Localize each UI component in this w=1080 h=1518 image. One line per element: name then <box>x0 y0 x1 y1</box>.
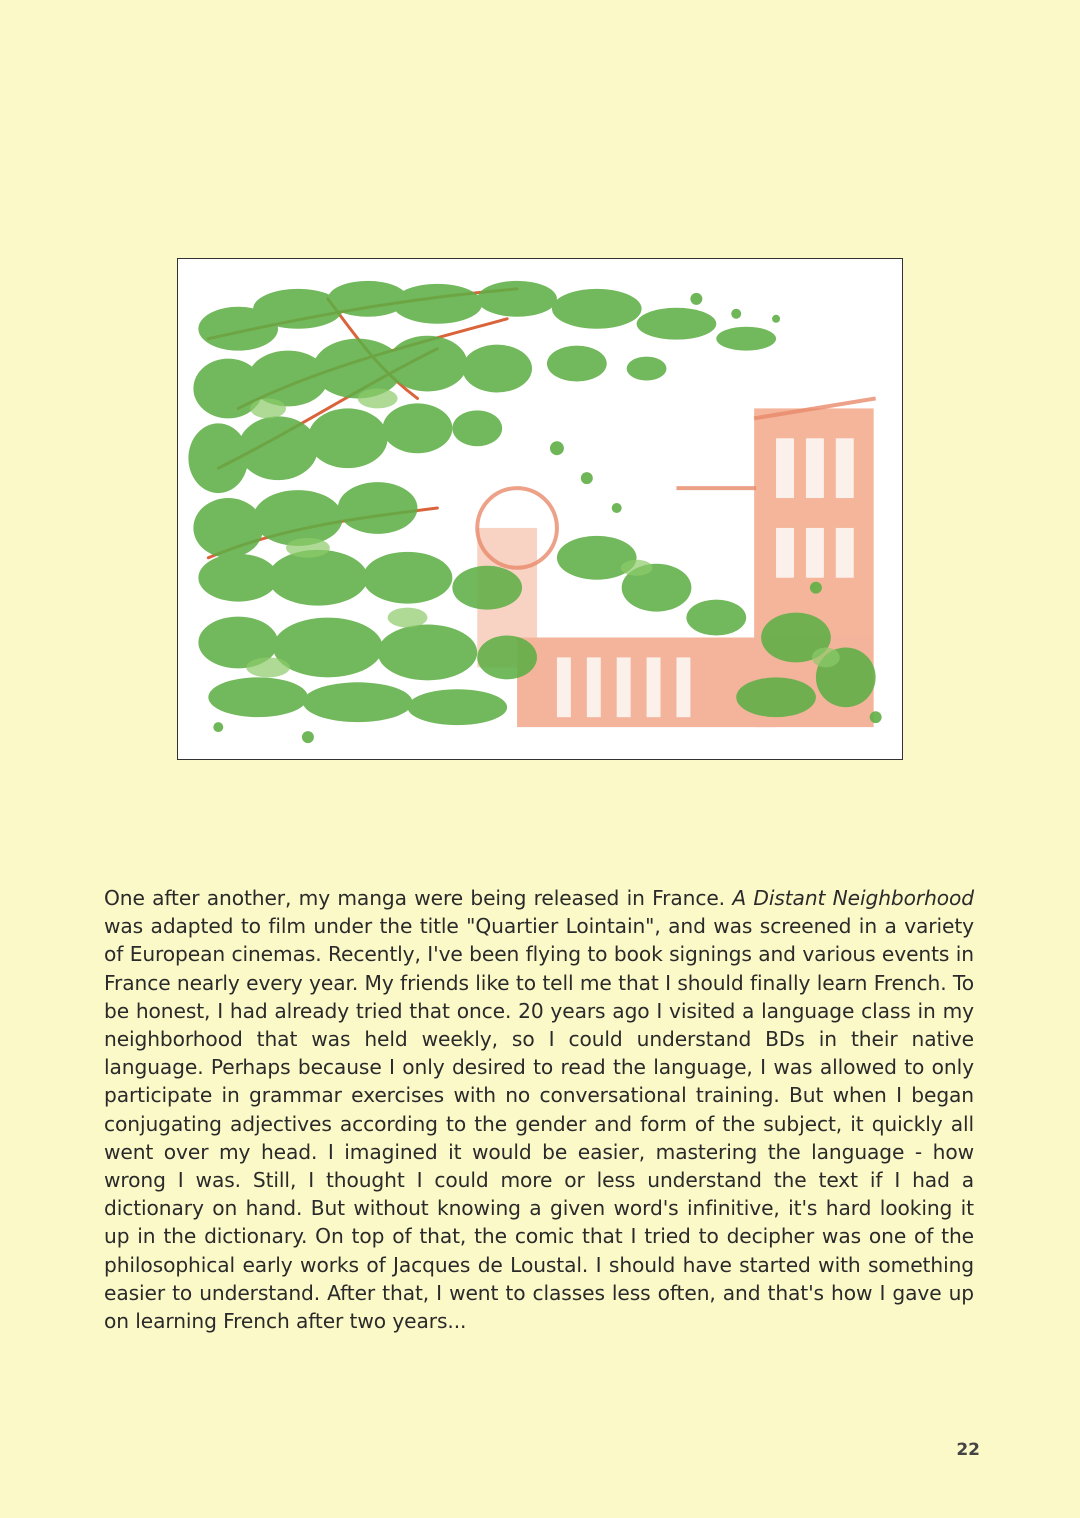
page-number: 22 <box>956 1440 980 1460</box>
book-title: A Distant Neighborhood <box>732 886 974 910</box>
body-text-part1: One after another, my manga were being released in France. <box>104 886 733 910</box>
body-text-part2: was adapted to film under the title "Quartier Lointain", and was screened in a variety of European cinemas. Recently, I've been flying to book signings and various events in France nearly every year. My friends like to tell me that I should finally learn French. To be honest, I had already tried that once. 20 years ago I visited a language class in my neighborhood that was held weekly, so I could understand BDs in their native language. Perhaps because I only desired to read the language, I was allowed to only participate in grammar exercises with no conversational training. But when I began conjugating adjectives according to the gender and form of the subject, it quickly all went over my head. I imagined it would be easier, mastering the language - how wrong I was. Still, I thought I could more or less understand the text if I had a dictionary on hand. But without knowing a given word's infinitive, it's hard looking it up in the dictionary. On top of that, the comic that I tried to decipher was one of the philosophical early works of Jacques de Loustal. I should have started with something easier to understand. After that, I went to classes less often, and that's how I gave up on learning French after two years... <box>104 914 974 1334</box>
tree-and-building-drawing <box>178 259 902 759</box>
body-text <box>104 884 974 1335</box>
illustration <box>177 258 903 760</box>
